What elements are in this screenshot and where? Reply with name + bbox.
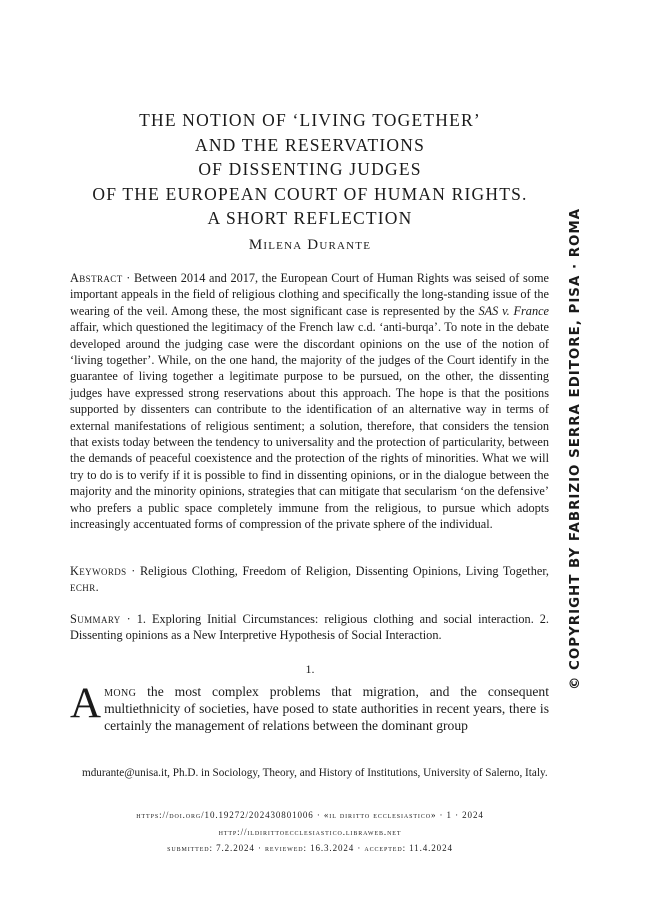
copyright-banner bbox=[565, 207, 587, 690]
abstract-text: Between 2014 and 2017, the European Court of Human Rights was seised of some important appeals in the field of religious clothing and specifically the long-standing issue of the wearing of the veil. Among these, the most significant case is represented by the bbox=[70, 271, 549, 318]
copyright-text: © COPYRIGHT BY FABRIZIO SERRA EDITORE, PISA · ROMA bbox=[568, 207, 583, 690]
summary bbox=[70, 611, 549, 644]
keywords-separator: · bbox=[126, 564, 140, 578]
journal-url: http://ildirittoecclesiastico.libraweb.net bbox=[218, 827, 402, 837]
keywords bbox=[70, 563, 549, 596]
summary-text: 1. Exploring Initial Circumstances: religious clothing and social interaction. 2. Dissenting opinions as a New Interpretive Hypothesis of Social Interaction. bbox=[70, 612, 549, 643]
keywords-label: Keywords bbox=[70, 564, 127, 578]
summary-label: Summary bbox=[70, 612, 121, 626]
submission-dates: submitted: 7.2.2024 · reviewed: 16.3.2024 · accepted: 11.4.2024 bbox=[167, 843, 453, 853]
author-name: Milena Durante bbox=[248, 237, 372, 253]
author-footnote: mdurante@unisa.it, Ph.D. in Sociology, Theory, and History of Institutions, University of Salerno, Italy. bbox=[82, 767, 548, 779]
opening-paragraph bbox=[70, 680, 549, 734]
abstract bbox=[70, 270, 549, 533]
abstract-separator: · bbox=[122, 271, 135, 285]
title-line: OF THE EUROPEAN COURT OF HUMAN RIGHTS. bbox=[92, 183, 528, 204]
title-line: OF DISSENTING JUDGES bbox=[198, 159, 422, 180]
summary-separator: · bbox=[120, 612, 137, 626]
drop-cap: A bbox=[70, 680, 102, 727]
case-name: SAS v. France bbox=[478, 303, 550, 318]
opening-text: the most complex problems that migration, and the consequent multiethnicity of societies, have posed to state authorities in recent years, there is certainly the management of relations between the dominant group bbox=[104, 684, 549, 733]
keywords-end: . bbox=[95, 580, 99, 595]
doi-line: https://doi.org/10.19272/202430801006 · «il diritto ecclesiastico» · 1 · 2024 bbox=[136, 810, 484, 820]
section-number: 1. bbox=[305, 662, 315, 676]
title-line: THE NOTION OF ‘LIVING TOGETHER’ bbox=[139, 110, 481, 130]
abstract-text-continued: affair, which questioned the legitimacy of the French law c.d. ‘anti-burqa’. To note in the debate developed around the judging case were the discordant opinions on the use of the notion of ‘living together’. While, on the one hand, the majority of the judges of the Court identify in the guarantee of living together a legitimate purpose to be pursued, on the other, the dissenting judges have expressed strong reservations about this approach. The hope is that the positions supported by dissenters can contribute to the identification of an alternative way in terms of external manifestations of religious sentiment; a solution, therefore, that considers the tension that exists today between the tendency to universality and the protection of particularity, between the demands of peaceful coexistence and the protection of the rights of minorities. What we will try to do is to verify if it is possible to find in dissenting opinions, or in the dialogue between the majority and the minority opinions, strategies that can mitigate that secularism ‘on the defensive’ who prefers a public space completely immune from the religious, to pursue which adopts increasingly accentuated forms of compression of the private sphere of the individual. bbox=[70, 320, 549, 532]
keywords-text: Religious Clothing, Freedom of Religion, Dissenting Opinions, Living Together, bbox=[139, 564, 549, 578]
title-line: AND THE RESERVATIONS bbox=[194, 134, 426, 155]
keywords-abbrev: echr bbox=[70, 580, 96, 595]
opening-smallcaps: mong bbox=[104, 684, 137, 699]
article-title bbox=[60, 108, 560, 231]
abstract-label: Abstract bbox=[70, 271, 123, 285]
title-line: A SHORT REFLECTION bbox=[207, 208, 413, 229]
